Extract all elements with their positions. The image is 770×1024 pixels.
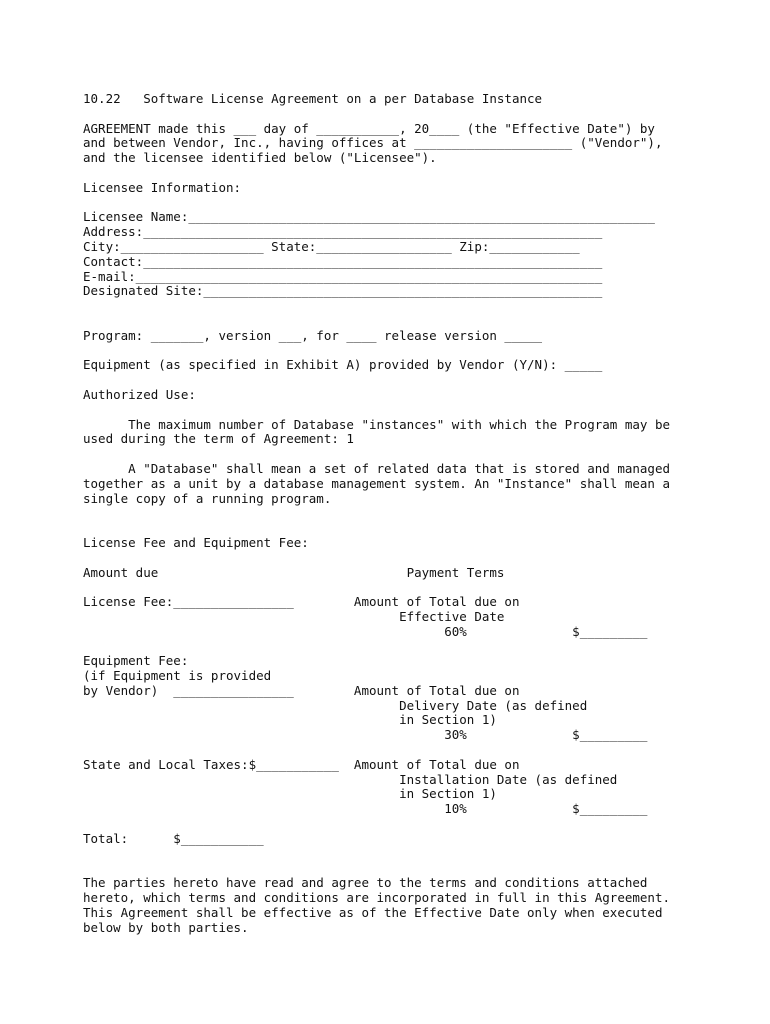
document-line (83, 743, 723, 758)
document-line: hereto, which terms and conditions are incorporated in full in this Agreement. (83, 890, 670, 906)
document-line: 10% $_________ (83, 801, 648, 817)
document-line (83, 447, 723, 462)
document-line: and between Vendor, Inc., having offices at _____________________ ("Vendor"), (83, 135, 663, 151)
document-line: Address:_____________________________________________________________ (83, 224, 603, 240)
document-line: below by both parties. (83, 919, 249, 935)
document-line: 10.22 Software License Agreement on a per Database Instance (83, 91, 543, 106)
document-line (83, 847, 723, 862)
document-line: This Agreement shall be effective as of the Effective Date only when executed (83, 904, 663, 920)
document-line: Equipment Fee: (83, 653, 189, 669)
document-line: Contact:_____________________________________________________________ (83, 253, 603, 269)
document-line: in Section 1) (83, 712, 497, 728)
document-line (83, 299, 723, 314)
document-line (83, 166, 723, 181)
document-line (83, 551, 723, 566)
document-line: in Section 1) (83, 786, 497, 802)
document-line: Effective Date (83, 608, 505, 624)
document-line: The maximum number of Database "instances" with which the Program may be (83, 416, 670, 432)
document-line: License Fee:________________ Amount of Total due on (83, 594, 520, 610)
document-line (83, 196, 723, 211)
document-line: by Vendor) ________________ Amount of Total due on (83, 682, 520, 698)
document-line (83, 506, 723, 521)
document-line (83, 107, 723, 122)
document-line: (if Equipment is provided (83, 668, 272, 684)
document-line (83, 580, 723, 595)
document-line: together as a unit by a database management system. An "Instance" shall mean a (83, 475, 670, 491)
document-line: 30% $_________ (83, 727, 648, 743)
document-line (83, 817, 723, 832)
document-line: State and Local Taxes:$___________ Amount of Total due on (83, 756, 520, 772)
document-line: Equipment (as specified in Exhibit A) provided by Vendor (Y/N): _____ (83, 357, 603, 373)
document-line (83, 639, 723, 654)
document-line: The parties hereto have read and agree to the terms and conditions attached (83, 875, 648, 891)
document-line: Delivery Date (as defined (83, 697, 588, 713)
document-line: and the licensee identified below ("Licensee"). (83, 150, 437, 166)
document-line: A "Database" shall mean a set of related data that is stored and managed (83, 460, 670, 476)
document-line: Installation Date (as defined (83, 771, 618, 787)
document-line (83, 314, 723, 329)
document-line: single copy of a running program. (83, 490, 332, 506)
document-line (83, 403, 723, 418)
document-line: AGREEMENT made this ___ day of ___________, 20____ (the "Effective Date") by (83, 120, 655, 136)
document-line: 60% $_________ (83, 623, 648, 639)
document-line: Licensee Information: (83, 179, 242, 195)
document-page (83, 92, 723, 935)
document-line (83, 373, 723, 388)
document-line: E-mail:______________________________________________________________ (83, 268, 603, 284)
document-line: Total: $___________ (83, 830, 264, 846)
document-line: City:___________________ State:__________________ Zip:____________ (83, 238, 580, 254)
document-line: Authorized Use: (83, 386, 196, 402)
document-line: License Fee and Equipment Fee: (83, 534, 309, 550)
document-line: used during the term of Agreement: 1 (83, 431, 354, 447)
document-line: Designated Site:_____________________________________________________ (83, 283, 603, 299)
document-line: Licensee Name:______________________________________________________________ (83, 209, 655, 225)
document-line (83, 344, 723, 359)
document-line: Program: _______, version ___, for ____ release version _____ (83, 327, 543, 343)
document-line: Amount due Payment Terms (83, 564, 505, 580)
document-line (83, 861, 723, 876)
document-line (83, 521, 723, 536)
